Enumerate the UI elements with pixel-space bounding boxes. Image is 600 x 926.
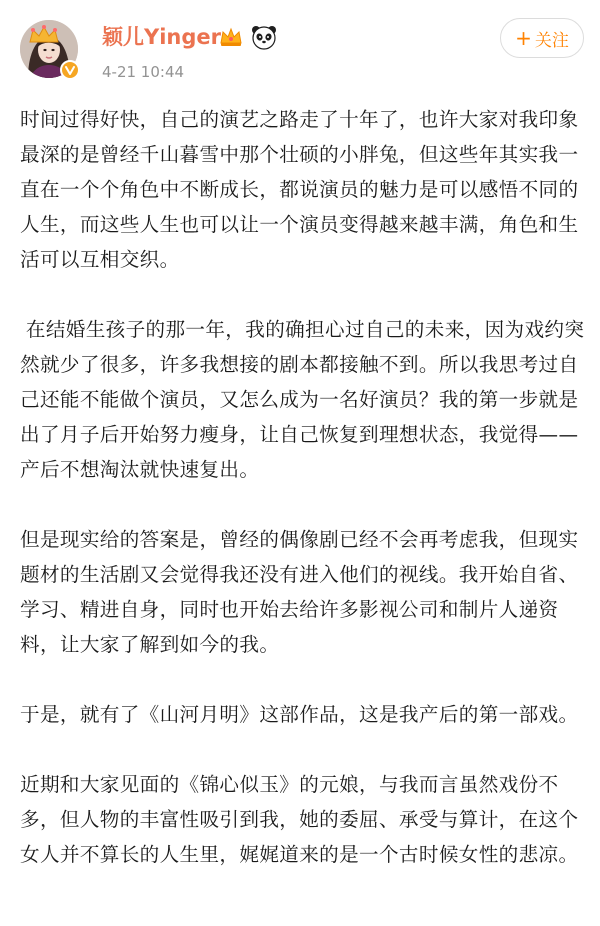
- post-paragraph: 在结婚生孩子的那一年，我的确担心过自己的未来，因为戏约突然就少了很多，许多我想接的剧本都接触不到。所以我思考过自己还能不能做个演员，又怎么成为一名好演员？我的第一步就是出了月子后开始努力瘦身，让自己恢复到理想状态，我觉得——产后不想淘汰就快速复出。: [20, 318, 585, 481]
- crown-icon[interactable]: [218, 24, 244, 50]
- avatar-crown-icon: [26, 24, 62, 46]
- post-header: [0, 0, 600, 96]
- verified-badge-icon: [60, 60, 80, 80]
- follow-button[interactable]: [500, 18, 584, 58]
- post-paragraph: 时间过得好快，自己的演艺之路走了十年了，也许大家对我印象最深的是曾经千山暮雪中那个壮硕的小胖兔，但这些年其实我一直在一个个角色中不断成长，都说演员的魅力是可以感悟不同的人生，而这些人生也可以让一个演员变得越来越丰满，角色和生活可以互相交织。: [20, 108, 579, 271]
- avatar[interactable]: [20, 20, 82, 82]
- post-paragraph: 于是，就有了《山河月明》这部作品，这是我产后的第一部戏。: [20, 703, 579, 726]
- follow-label: 关注: [534, 30, 569, 51]
- author-name[interactable]: 颖儿Yinger: [102, 25, 221, 49]
- plus-icon: +: [515, 26, 532, 50]
- post-paragraph: 但是现实给的答案是，曾经的偶像剧已经不会再考虑我，但现实题材的生活剧又会觉得我还没有进入他们的视线。我开始自省、学习、精进自身，同时也开始去给许多影视公司和制片人递资料，让大家了解到如今的我。: [20, 528, 579, 656]
- panda-icon[interactable]: [250, 23, 278, 51]
- post-paragraph: 近期和大家见面的《锦心似玉》的元娘，与我而言虽然戏份不多，但人物的丰富性吸引到我，她的委屈、承受与算计，在这个女人并不算长的人生里，娓娓道来的是一个古时候女性的悲凉。: [20, 773, 579, 866]
- post-content: [20, 102, 588, 872]
- author-badges: [218, 22, 278, 52]
- post-timestamp: 4-21 10:44: [102, 63, 185, 81]
